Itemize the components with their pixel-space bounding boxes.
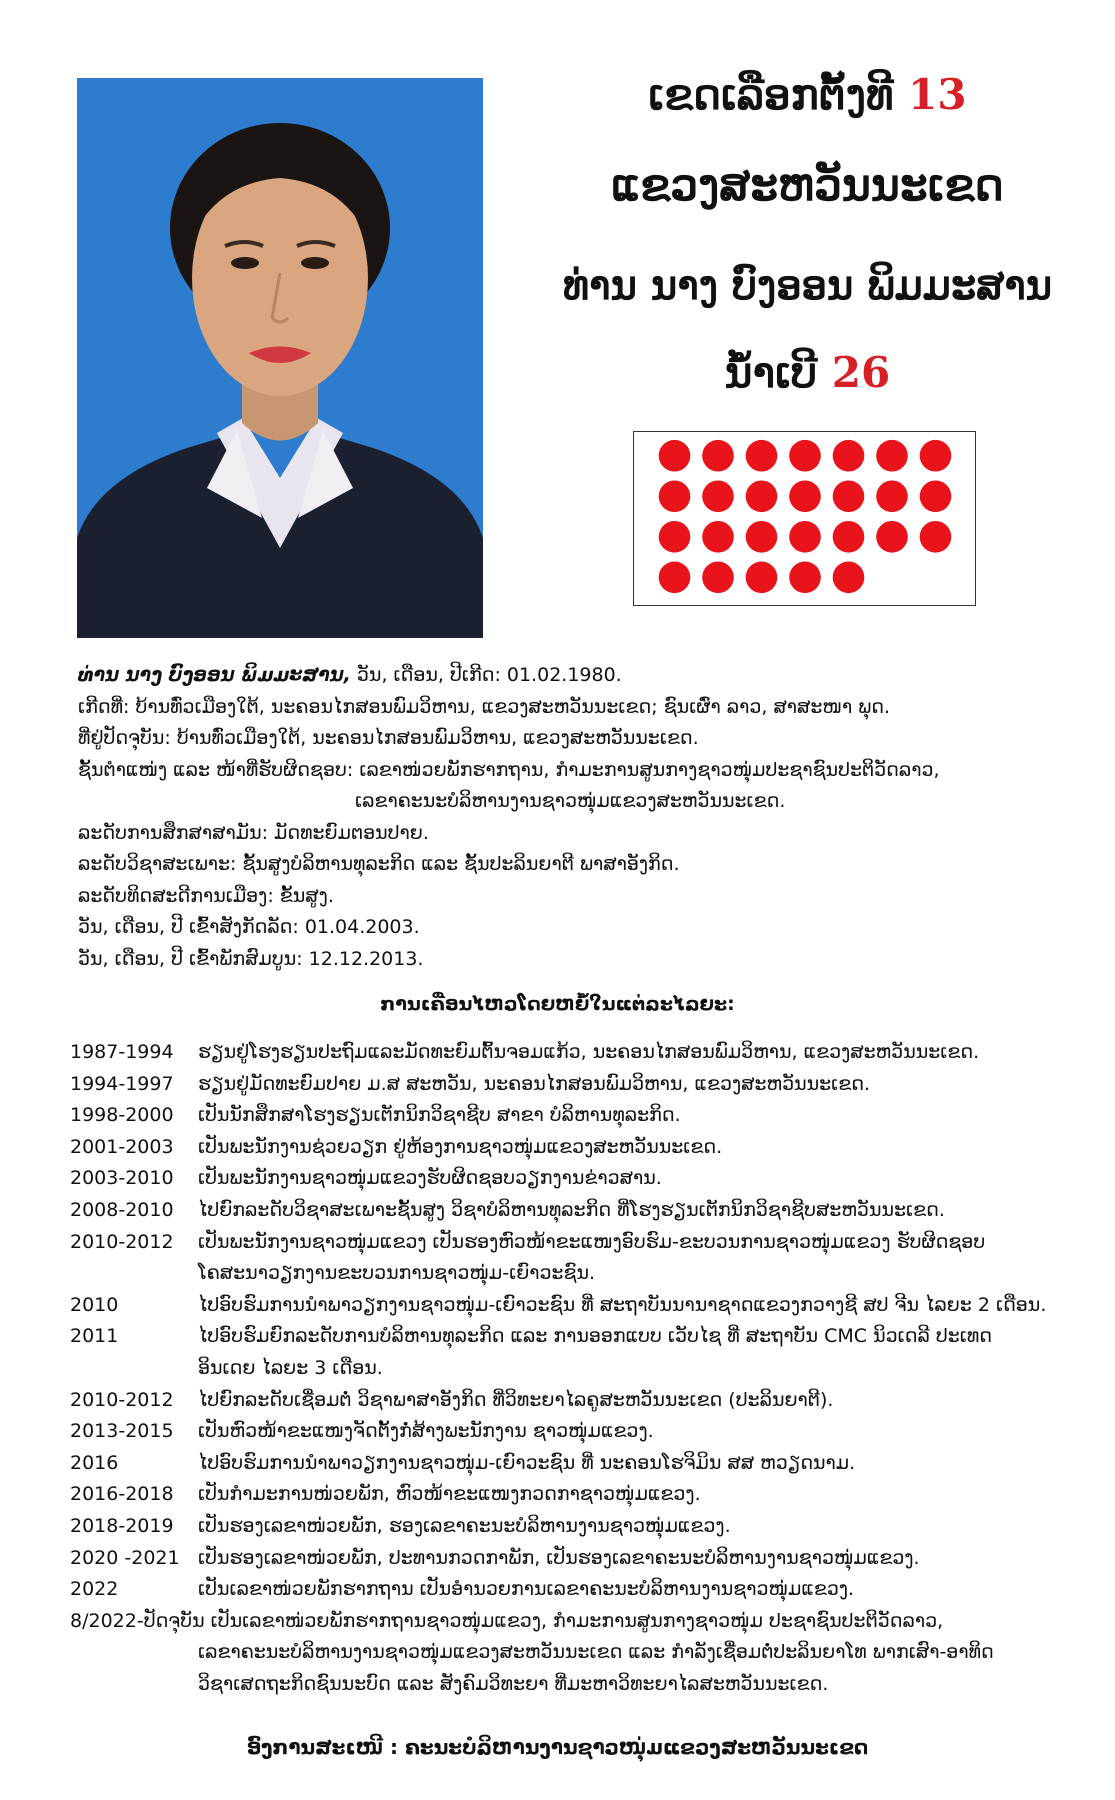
timeline-year: 2016-2018 [70, 1483, 174, 1506]
number-dot [876, 480, 908, 512]
timeline-row [70, 1606, 1100, 1638]
timeline-year: 1987-1994 [70, 1041, 174, 1063]
timeline-year: 2011 [70, 1325, 119, 1348]
number-dot [702, 562, 734, 594]
timeline-text: ເປັນພະນັກງານຊາວໜຸ່ມແຂວງ ເປັນຮອງຫົວໜ້າຂະແໜງອົບຮົມ-ຂະບວນການຊາວໜຸ່ມແຂວງ ຮັບຜິດຊອບ [198, 1230, 986, 1253]
timeline-year: 2001-2003 [70, 1135, 174, 1158]
timeline-row [70, 1227, 1100, 1259]
number-dot [789, 521, 821, 553]
timeline-year: 2003-2010 [70, 1167, 174, 1190]
number-dot [702, 521, 734, 553]
number-dots [634, 432, 975, 605]
timeline-row [70, 1037, 1100, 1069]
number-dot [746, 562, 778, 594]
number-dot [833, 440, 865, 472]
number-dot [920, 480, 952, 512]
timeline-year: 2022 [70, 1578, 119, 1601]
number-dot [920, 521, 952, 553]
bio-org-join: ວັນ, ເດືອນ, ປີ ເຂົ້າສັງກັດລັດ: 01.04.2003. [78, 916, 420, 938]
timeline-row [70, 1069, 1100, 1101]
timeline-continuation: ເລຂາຄະນະບໍລິຫານງານຊາວໜຸ່ມແຂວງສະຫວັນນະເຂດ ແລະ ກຳລັງເຊື່ອມຕໍ່ປະລິນຍາໂທ ພາກເສົາ-ອາທິດ [198, 1641, 994, 1664]
number-dot [659, 562, 691, 594]
timeline-year: 2008-2010 [70, 1198, 174, 1221]
candidate-name-heading: ທ່ານ ນາງ ບົງອອນ ພິມມະສານ [562, 262, 1053, 309]
biography [78, 660, 1078, 975]
bio-name: ທ່ານ ນາງ ບົງອອນ ພິມມະສານ, [78, 664, 351, 686]
bio-specialization: ລະດັບວິຊາສະເພາະ: ຊັ້ນສູງບໍລິຫານທຸລະກິດ ແລະ ຊັ້ນປະລິນຍາຕີ ພາສາອັງກິດ. [78, 853, 680, 875]
timeline-year: 2010-2012 [70, 1230, 174, 1253]
timeline-year: 2020 -2021 [70, 1546, 180, 1569]
timeline-text: ໄປອົບຮົມການນຳພາວຽກງານຊາວໜຸ່ມ-ເຍົາວະຊົນ ທີ່ ສະຖາບັນນານາຊາດແຂວງກວາງຊີ ສປ ຈີນ ໄລຍະ 2 ເດືອນ. [198, 1293, 1047, 1316]
timeline-text: ເປັນຫົວໜ້າຂະແໜງຈັດຕັ້ງກໍ່ສ້າງພະນັກງານ ຊາວໜຸ່ມແຂວງ. [198, 1420, 654, 1443]
timeline-row [70, 1543, 1100, 1575]
number-dot [659, 480, 691, 512]
timeline-text: ເປັນພະນັກງານຊ່ວຍວຽກ ຢູ່ຫ້ອງການຊາວໜຸ່ມແຂວງສະຫວັນນະເຂດ. [198, 1135, 723, 1158]
timeline-year: 1994-1997 [70, 1072, 174, 1095]
timeline-text: ໄປຍົກລະດັບເຊື່ອມຕໍ່ ວິຊາພາສາອັງກິດ ທີ່ວິທະຍາໄລຄູສະຫວັນນະເຂດ (ປະລິນຍາຕີ). [198, 1388, 834, 1411]
candidate-photo [77, 78, 483, 638]
bio-political-theory: ລະດັບທິດສະດີການເມືອງ: ຂັ້ນສູງ. [78, 884, 334, 907]
timeline-year: 2018-2019 [70, 1514, 174, 1537]
number-dot [789, 562, 821, 594]
bio-general-education: ລະດັບການສຶກສາສາມັນ: ມັດທະຍົມຕອນປາຍ. [78, 821, 429, 844]
timeline-text: ເປັນເລຂາໜ່ວຍພັກຮາກຖານຊາວໜຸ່ມແຂວງ, ກຳມະການສູນກາງຊາວໜຸ່ມ ປະຊາຊົນປະຕິວັດລາວ, [210, 1609, 944, 1632]
bio-position-1: ຊັ້ນຕຳແໜ່ງ ແລະ ໜ້າທີ່ຮັບຜິດຊອບ: ເລຂາໜ່ວຍພັກຮາກຖານ, ກຳມະການສູນກາງຊາວໜຸ່ມປະຊາຊົນປະຕິວັດລາວ, [78, 758, 940, 781]
timeline-year: 2013-2015 [70, 1420, 174, 1443]
timeline-year: 2010 [70, 1293, 119, 1316]
timeline-year: 1998-2000 [70, 1104, 174, 1127]
timeline-row [70, 1321, 1100, 1353]
timeline-row [70, 1416, 1100, 1448]
number-dot [746, 521, 778, 553]
number-dot [789, 480, 821, 512]
timeline-row [70, 1511, 1100, 1543]
timeline-text: ຮຽນຢູ່ໂຮງຮຽນປະຖົມແລະມັດທະຍົມຕົ້ນຈອມແກ້ວ, ນະຄອນໄກສອນພົມວິຫານ, ແຂວງສະຫວັນນະເຂດ. [198, 1041, 980, 1063]
candidate-number: 26 [831, 348, 891, 397]
timeline-year: 8/2022-ປັດຈຸບັນ [70, 1609, 205, 1632]
timeline-row [70, 1479, 1100, 1511]
timeline-text: ໄປອົບຮົມການນຳພາວຽກງານຊາວໜຸ່ມ-ເຍົາວະຊົນ ທີ່ ນະຄອນໂຮຈິມິນ ສສ ຫວຽດນາມ. [198, 1451, 856, 1474]
timeline-text: ເປັນເລຂາໜ່ວຍພັກຮາກຖານ ເປັນອຳນວຍການເລຂາຄະນະບໍລິຫານງານຊາວໜຸ່ມແຂວງ. [198, 1578, 855, 1601]
number-dot [746, 480, 778, 512]
timeline-row [70, 1163, 1100, 1195]
timeline-year: 2016 [70, 1451, 119, 1474]
number-dots-box [633, 431, 976, 606]
district-heading [500, 70, 1115, 119]
number-dot [702, 480, 734, 512]
timeline-row [70, 1385, 1100, 1417]
timeline-text: ໄປອົບຮົມຍົກລະດັບການບໍລິຫານທຸລະກິດ ແລະ ການອອກແບບ ເວັບໄຊ ທີ່ ສະຖາບັນ CMC ນິວເດລີ ປະເທດ [198, 1325, 993, 1348]
number-dot [659, 521, 691, 553]
timeline-continuation: ອິນເດຍ ໄລຍະ 3 ເດືອນ. [198, 1356, 383, 1379]
timeline-text: ຮຽນຢູ່ມັດທະຍົມປາຍ ມ.ສ ສະຫວັນ, ນະຄອນໄກສອນພົມວິຫານ, ແຂວງສະຫວັນນະເຂດ. [198, 1072, 871, 1095]
timeline-year: 2010-2012 [70, 1388, 174, 1411]
timeline-row [70, 1132, 1100, 1164]
timeline-row [70, 1448, 1100, 1480]
candidate-number-heading [500, 348, 1115, 397]
timeline-text: ເປັນນັກສຶກສາໂຮງຮຽນເຕັກນິກວິຊາຊີບ ສາຂາ ບໍລິຫານທຸລະກິດ. [198, 1104, 681, 1127]
bio-name-line [78, 660, 1078, 692]
number-dot [876, 521, 908, 553]
number-dot [659, 440, 691, 472]
timeline-row [70, 1574, 1100, 1606]
timeline-row [70, 1195, 1100, 1227]
number-label: ນ້ຳເບີ [724, 348, 818, 397]
bio-position-2: ເລຂາຄະນະບໍລິຫານງານຊາວໜຸ່ມແຂວງສະຫວັນນະເຂດ. [355, 790, 786, 812]
district-label: ເຂດເລືອກຕັ້ງທີ [648, 70, 894, 119]
province-heading: ແຂວງສະຫວັນນະເຂດ [611, 160, 1004, 211]
number-dot [746, 440, 778, 472]
timeline-text: ເປັນຮອງເລຂາໜ່ວຍພັກ, ປະທານກວດກາພັກ, ເປັນຮອງເລຂາຄະນະບໍລິຫານງານຊາວໜຸ່ມແຂວງ. [198, 1546, 920, 1569]
number-dot [833, 480, 865, 512]
bio-dob: ວັນ, ເດືອນ, ປີເກີດ: 01.02.1980. [350, 664, 622, 686]
timeline-text: ເປັນຮອງເລຂາໜ່ວຍພັກ, ຮອງເລຂາຄະນະບໍລິຫານງານຊາວໜຸ່ມແຂວງ. [198, 1514, 731, 1537]
timeline-continuation: ໂຄສະນາວຽກງານຂະບວນການຊາວໜຸ່ມ-ເຍົາວະຊົນ. [198, 1262, 596, 1285]
timeline [70, 1037, 1100, 1700]
timeline-row [70, 1290, 1100, 1322]
number-dot [702, 440, 734, 472]
bio-residence: ທີ່ຢູ່ປັດຈຸບັນ: ບ້ານທົ່ວເມືອງໃຕ້, ນະຄອນໄກສອນພົມວິຫານ, ແຂວງສະຫວັນນະເຂດ. [78, 727, 699, 749]
number-dot [876, 440, 908, 472]
bio-party-join: ວັນ, ເດືອນ, ປີ ເຂົ້າພັກສົມບູນ: 12.12.2013. [78, 947, 424, 970]
number-dot [789, 440, 821, 472]
number-dot [833, 562, 865, 594]
number-dot [833, 521, 865, 553]
number-dot [920, 440, 952, 472]
district-number: 13 [908, 70, 967, 119]
timeline-continuation: ວິຊາເສດຖະກິດຊົນນະບົດ ແລະ ສັງຄົມວິທະຍາ ທີ່ມະຫາວິທະຍາໄລສະຫວັນນະເຂດ. [198, 1672, 829, 1695]
proposing-organization: ອົງການສະເໜີ : ຄະນະບໍລິຫານງານຊາວໜຸ່ມແຂວງສະຫວັນນະເຂດ [246, 1735, 869, 1759]
timeline-title: ການເຄື່ອນໄຫວໂດຍຫຍໍ້ໃນແຕ່ລະໄລຍະ: [380, 993, 735, 1015]
bio-birthplace: ເກີດທີ່: ບ້ານທົ່ວເມືອງໃຕ້, ນະຄອນໄກສອນພົມວິຫານ, ແຂວງສະຫວັນນະເຂດ; ຊົນເຜົ່າ ລາວ, ສາສະໜາ ພຸດ. [78, 695, 891, 718]
timeline-text: ເປັນກຳມະການໜ່ວຍພັກ, ຫົວໜ້າຂະແໜງກວດກາຊາວໜຸ່ມແຂວງ. [198, 1483, 701, 1506]
timeline-text: ເປັນພະນັກງານຊາວໜຸ່ມແຂວງຮັບຜິດຊອບວຽກງານຂ່າວສານ. [198, 1167, 662, 1190]
timeline-row [70, 1100, 1100, 1132]
timeline-text: ໄປຍົກລະດັບວິຊາສະເພາະຊັ້ນສູງ ວິຊາບໍລິຫານທຸລະກິດ ທີ່ໂຮງຮຽນເຕັກນິກວິຊາຊີບສະຫວັນນະເຂດ. [198, 1198, 945, 1221]
